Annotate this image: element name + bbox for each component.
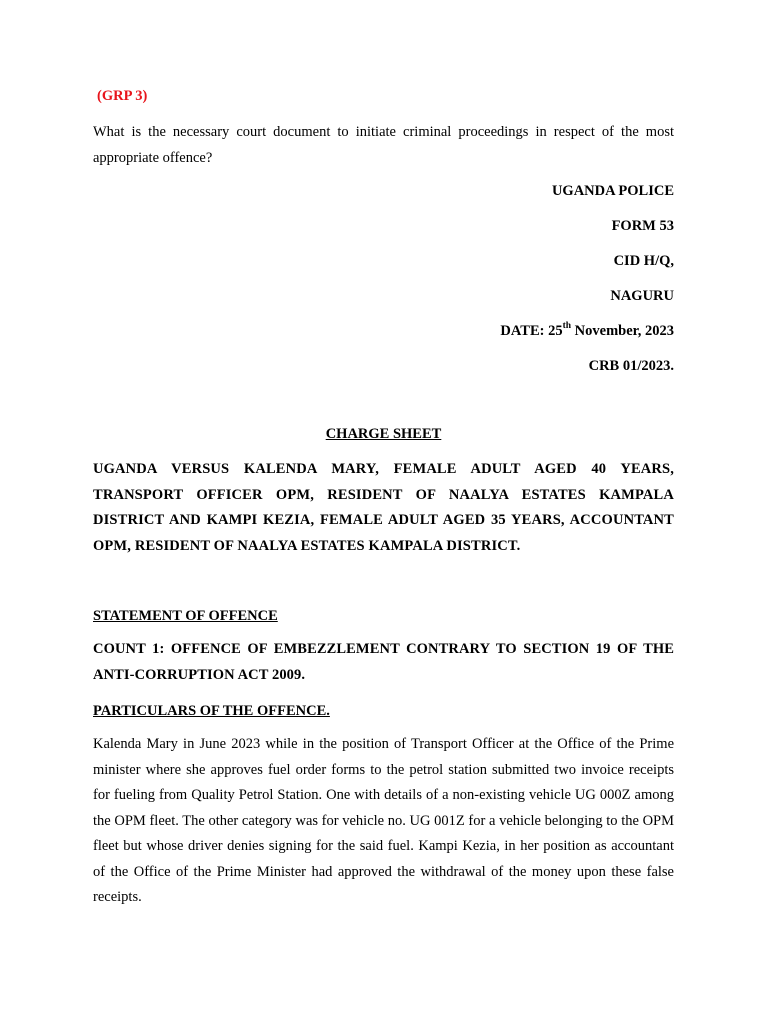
document-title-text: CHARGE SHEET xyxy=(325,426,442,442)
header-agency: UGANDA POLICE xyxy=(551,183,674,199)
date-rest: November, 2023 xyxy=(571,323,674,339)
parties-paragraph: UGANDA VERSUS KALENDA MARY, FEMALE ADULT AGED 40 YEARS, TRANSPORT OFFICER OPM, RESIDENT OF NAALYA ESTATES KAMPALA DISTRICT AND KAMPI KEZIA, FEMALE ADULT AGED 35 YEARS, ACCOUNTANT OPM, RESIDENT OF NAALYA ESTATES KAMPALA DISTRICT. xyxy=(93,461,674,554)
statement-of-offence-heading: STATEMENT OF OFFENCE xyxy=(93,608,278,624)
header-location: NAGURU xyxy=(610,288,674,304)
header-office: CID H/Q, xyxy=(613,253,674,269)
document-title xyxy=(93,425,674,443)
particulars-heading: PARTICULARS OF THE OFFENCE. xyxy=(93,703,330,719)
date-ordinal: th xyxy=(562,321,572,332)
header-date xyxy=(500,322,674,340)
group-label: (GRP 3) xyxy=(97,88,148,104)
count-paragraph: COUNT 1: OFFENCE OF EMBEZZLEMENT CONTRARY TO SECTION 19 OF THE ANTI-CORRUPTION ACT 2009. xyxy=(93,641,674,683)
header-crb-number: CRB 01/2023. xyxy=(588,358,674,374)
header-form-number: FORM 53 xyxy=(611,218,674,234)
question-text: What is the necessary court document to initiate criminal proceedings in respect of the most appropriate offence? xyxy=(93,124,674,166)
particulars-paragraph: Kalenda Mary in June 2023 while in the position of Transport Officer at the Office of the Prime minister where she approves fuel order forms to the petrol station submitted two invoice receipts for fueling from Quality Petrol Station. One with details of a non-existing vehicle UG 000Z among the OPM fleet. The other category was for vehicle no. UG 001Z for a vehicle belonging to the OPM fleet but whose driver denies signing for the said fuel. Kampi Kezia, in her position as accountant of the Office of the Prime Minister had approved the withdrawal of the money upon these false receipts. xyxy=(93,736,674,905)
date-prefix: DATE: 25 xyxy=(500,323,563,339)
